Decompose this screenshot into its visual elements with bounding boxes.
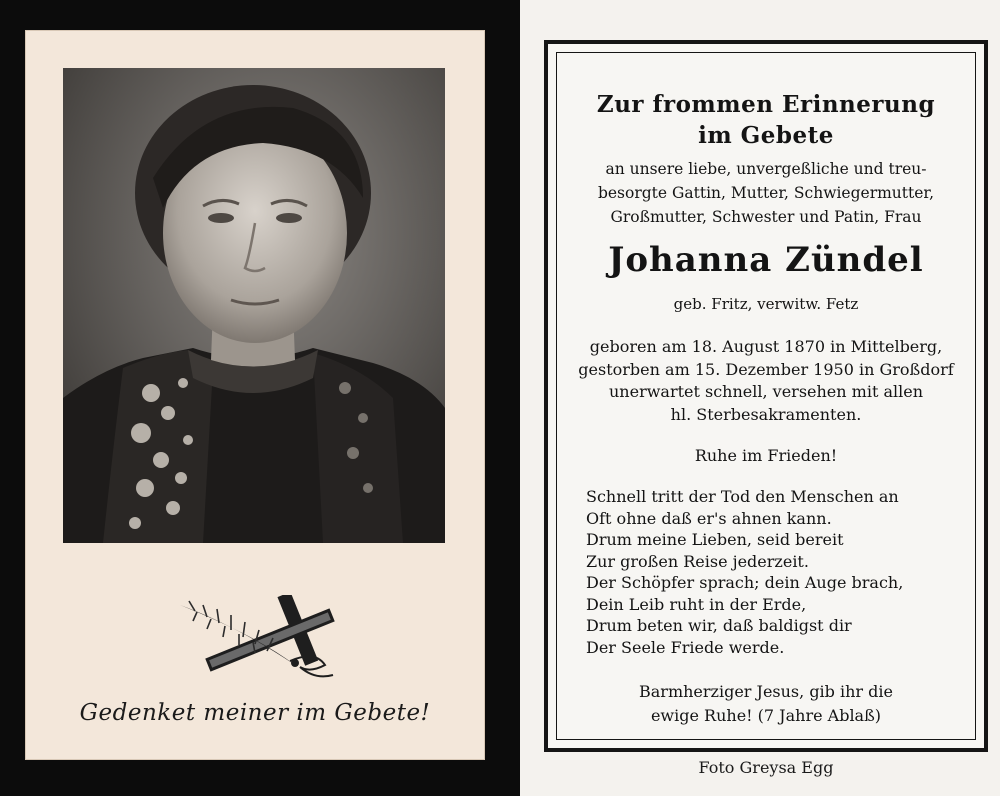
life-dates-line: unerwartet schnell, versehen mit allen — [608, 382, 924, 401]
heading — [548, 89, 984, 151]
prayer — [548, 680, 984, 728]
portrait-illustration — [63, 68, 445, 543]
portrait-photo — [63, 68, 445, 543]
poem-line: Drum beten wir, daß baldigst dir — [586, 616, 852, 635]
poem-line: Drum meine Lieben, seid bereit — [586, 530, 844, 549]
poem-line: Dein Leib ruht in der Erde, — [586, 594, 807, 614]
poem-line: Der Seele Friede werde. — [586, 637, 785, 657]
life-dates-line: hl. Sterbesakramenten. — [670, 404, 862, 424]
life-dates — [548, 336, 984, 426]
heading-line: Zur frommen Erinnerung — [596, 91, 936, 118]
dedication-line: besorgte Gattin, Mutter, Schwiegermutter, — [597, 184, 935, 202]
poem-line: Schnell tritt der Tod den Menschen an — [586, 487, 899, 506]
memorial-caption: Gedenket meiner im Gebete! — [79, 700, 431, 726]
dedication-line: Großmutter, Schwester und Patin, Frau — [610, 208, 922, 226]
maiden-name: geb. Fritz, verwitw. Fetz — [673, 295, 859, 313]
photo-credit: Foto Greysa Egg — [698, 758, 834, 777]
poem-line: Der Schöpfer sprach; dein Auge brach, — [586, 573, 904, 592]
memorial-card-front — [25, 30, 485, 760]
poem-line: Zur großen Reise jederzeit. — [586, 551, 809, 571]
life-dates-line: geboren am 18. August 1870 in Mittelberg, — [589, 337, 943, 356]
poem-line: Oft ohne daß er's ahnen kann. — [586, 508, 832, 528]
heading-line: im Gebete — [698, 122, 834, 149]
dedication — [548, 157, 984, 229]
deceased-name: Johanna Zündel — [608, 240, 924, 280]
prayer-line: ewige Ruhe! (7 Jahre Ablaß) — [650, 706, 882, 725]
dedication-line: an unsere liebe, unvergeßliche und treu- — [605, 160, 927, 178]
cross-palm-icon — [175, 595, 345, 685]
poem — [586, 486, 966, 658]
prayer-line: Barmherziger Jesus, gib ihr die — [639, 682, 893, 701]
memorial-card-back — [544, 40, 988, 752]
rest-in-peace: Ruhe im Frieden! — [694, 446, 838, 465]
life-dates-line: gestorben am 15. Dezember 1950 in Großdorf — [578, 359, 954, 379]
